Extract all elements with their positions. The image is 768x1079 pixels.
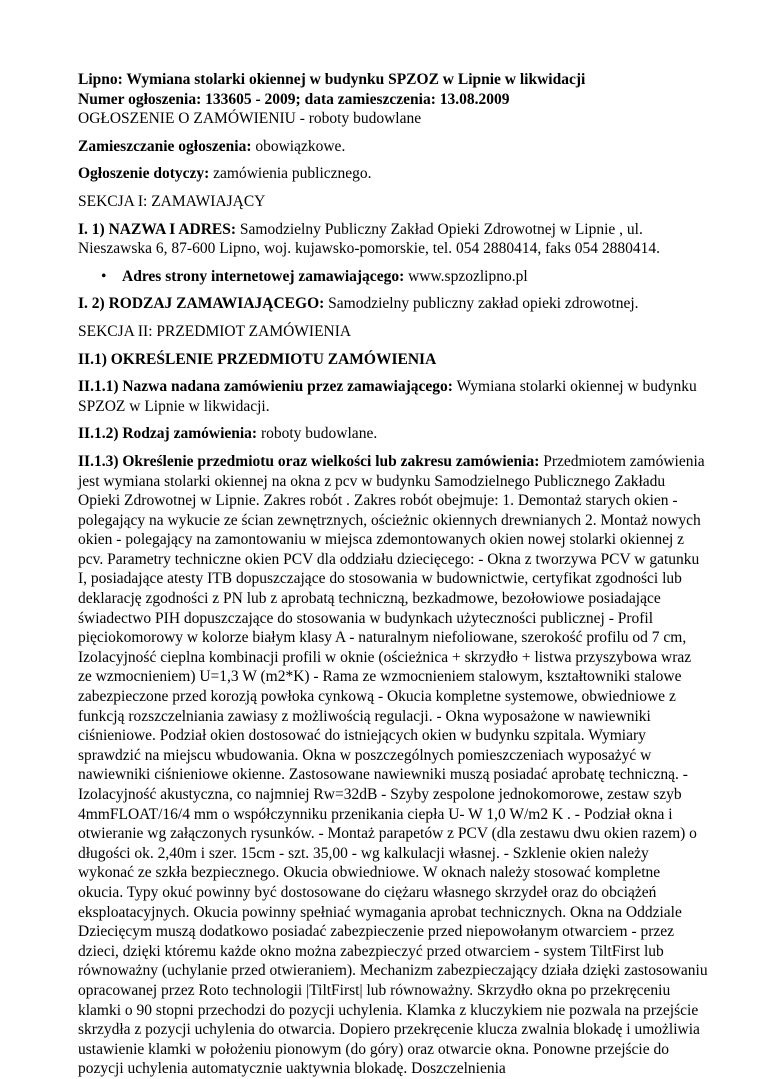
concerns-value: zamówienia publicznego.: [209, 165, 372, 183]
website-label: Adres strony internetowej zamawiającego:: [122, 267, 405, 285]
authority-type-value: Samodzielny publiczny zakład opieki zdrowotnej.: [324, 295, 639, 313]
contract-kind-value: roboty budowlane.: [257, 425, 378, 443]
bullet-icon: •: [101, 267, 107, 285]
concerns-label: Ogłoszenie dotyczy:: [78, 165, 210, 183]
contract-scope-label: II.1.3) Określenie przedmiotu oraz wielkości lub zakresu zamówienia:: [78, 452, 540, 470]
section2-subheading: [78, 350, 708, 370]
name-address-value: Samodzielny Publiczny Zakład Opieki Zdrowotnej w Lipnie , ul. Nieszawska 6, 87-600 Lipno, woj. kujawsko-pomorskie, tel. 054 2880414, faks 054 2880414.: [78, 220, 661, 258]
name-address-label: I. 1) NAZWA I ADRES:: [78, 220, 237, 238]
section2-heading: SEKCJA II: PRZEDMIOT ZAMÓWIENIA: [78, 322, 352, 340]
contract-name: [78, 377, 708, 416]
concerns-field: [78, 164, 708, 184]
website-value: www.spzozlipno.pl: [404, 267, 528, 285]
contract-scope: [78, 452, 708, 1079]
contract-kind-label: II.1.2) Rodzaj zamówienia:: [78, 425, 258, 443]
notice-header: [78, 70, 708, 129]
notice-title: Lipno: Wymiana stolarki okiennej w budynku SPZOZ w Lipnie w likwidacji: [78, 71, 586, 88]
placement-label: Zamieszczanie ogłoszenia:: [78, 137, 252, 155]
contract-name-value: Wymiana stolarki okiennej w budynku SPZOZ w Lipnie w likwidacji.: [78, 378, 697, 415]
authority-type-label: I. 2) RODZAJ ZAMAWIAJĄCEGO:: [78, 295, 325, 313]
subheading-text: II.1) OKREŚLENIE PRZEDMIOTU ZAMÓWIENIA: [78, 350, 437, 368]
placement-field: [78, 137, 708, 157]
website-item: [101, 267, 708, 287]
contracting-authority-name: [78, 220, 708, 259]
notice-type: OGŁOSZENIE O ZAMÓWIENIU - roboty budowlane: [78, 110, 422, 128]
placement-value: obowiązkowe.: [251, 137, 346, 155]
contract-scope-value: Przedmiotem zamówienia jest wymiana stolarki okiennej na okna z pcv w budynku Samodzielnego Publicznego Zakładu Opieki Zdrowotnej w Lipnie. Zakres robót . Zakres robót obejmuje: 1. Demontaż starych okien - polegający na wykucie ze ścian zewnętrznych, ościeżnic okiennych drewnianych 2. Montaż nowych okien - polegający na zamontowaniu w miejsca zdemontowanych okien nowej stolarki okiennej z pcv. Parametry techniczne okien PCV dla oddziału dziecięcego: - Okna z tworzywa PCV w gatunku I, posiadające atesty ITB dopuszczające do stosowania w budownictwie, certyfikat zgodności lub deklarację zgodności z PN lub z aprobatą techniczną, bezkadmowe, bezołowiowe posiadające świadectwo PIH dopuszczające do stosowania w budynkach użyteczności publicznej - Profil pięciokomorowy w kolorze białym klasy A - naturalnym niefoliowane, szerokość profilu od 7 cm, Izolacyjność cieplna kombinacji profili w oknie (ościeżnica + skrzydło + listwa przyszybowa wraz ze wzmocnieniem) U=1,3 W (m2*K) - Rama ze wzmocnieniem stalowym, kształtowniki stalowe zabezpieczone przed korozją powłoka cynkową - Okucia kompletne systemowe, obwiedniowe z funkcją rozszczelniania zawiasy z możliwością regulacji. - Okna wyposażone w nawiewniki ciśnieniowe. Podział okien dostosować do istniejących okien w budynku szpitala. Wymiary sprawdzić na miejscu wbudowania. Okna w poszczególnych pomieszczeniach wyposażyć w nawiewniki ciśnieniowe okienne. Zastosowane nawiewniki muszą posiadać aprobatę techniczną. - Izolacyjność akustyczna, co najmniej Rw=32dB - Szyby zespolone jednokomorowe, zestaw szyb 4mmFLOAT/16/4 mm o współczynniku przenikania ciepła U- W 1,0 W/m2 K . - Podział okna i otwieranie wg załączonych rysunków. - Montaż parapetów z PCV (dla zestawu dwu okien razem) o długości ok. 2,40m i szer. 15cm - szt. 35,00 - wg kalkulacji własnej. - Szklenie okien należy wykonać ze szkła bezpiecznego. Okucia obwiedniowe. W oknach należy stosować kompletne okucia. Typy okuć powinny być dostosowane do ciężaru własnego skrzydeł oraz do obciążeń eksploatacyjnych. Okucia powinny spełniać wymagania aprobat technicznych. Okna na Oddziale Dziecięcym muszą dodatkowo posiadać zabezpieczenie przed niepowołanym otwarciem - przez dzieci, dzięki któremu każde okno można zabezpieczyć przed otwarciem - system TiltFirst lub równoważny (uchylanie przed otwieraniem). Mechanizm zabezpieczający działa dzięki zastosowaniu opracowanej przez Roto technologii |TiltFirst| lub równoważny. Skrzydło okna po przekręceniu klamki o 90 stopni przechodzi do pozycji uchylenia. Klamka z kluczykiem nie pozwala na przejście skrzydła z pozycji uchylenia do otwarcia. Dopiero przekręcenie klucza zwalnia blokadę i umożliwia ustawienie klamki w położeniu pionowym (do góry) oraz otwarcie okna. Ponowne przejście do pozycji uchylenia automatycznie uaktywnia blokadę. Doszczelnienia: [78, 452, 708, 1078]
website-list: [78, 267, 708, 287]
contract-kind: [78, 424, 708, 444]
section1-heading: SEKCJA I: ZAMAWIAJĄCY: [78, 192, 266, 210]
authority-type: [78, 294, 708, 314]
notice-number-line: Numer ogłoszenia: 133605 - 2009; data zamieszczenia: 13.08.2009: [78, 90, 510, 108]
contract-name-label: II.1.1) Nazwa nadana zamówieniu przez zamawiającego:: [78, 378, 453, 396]
